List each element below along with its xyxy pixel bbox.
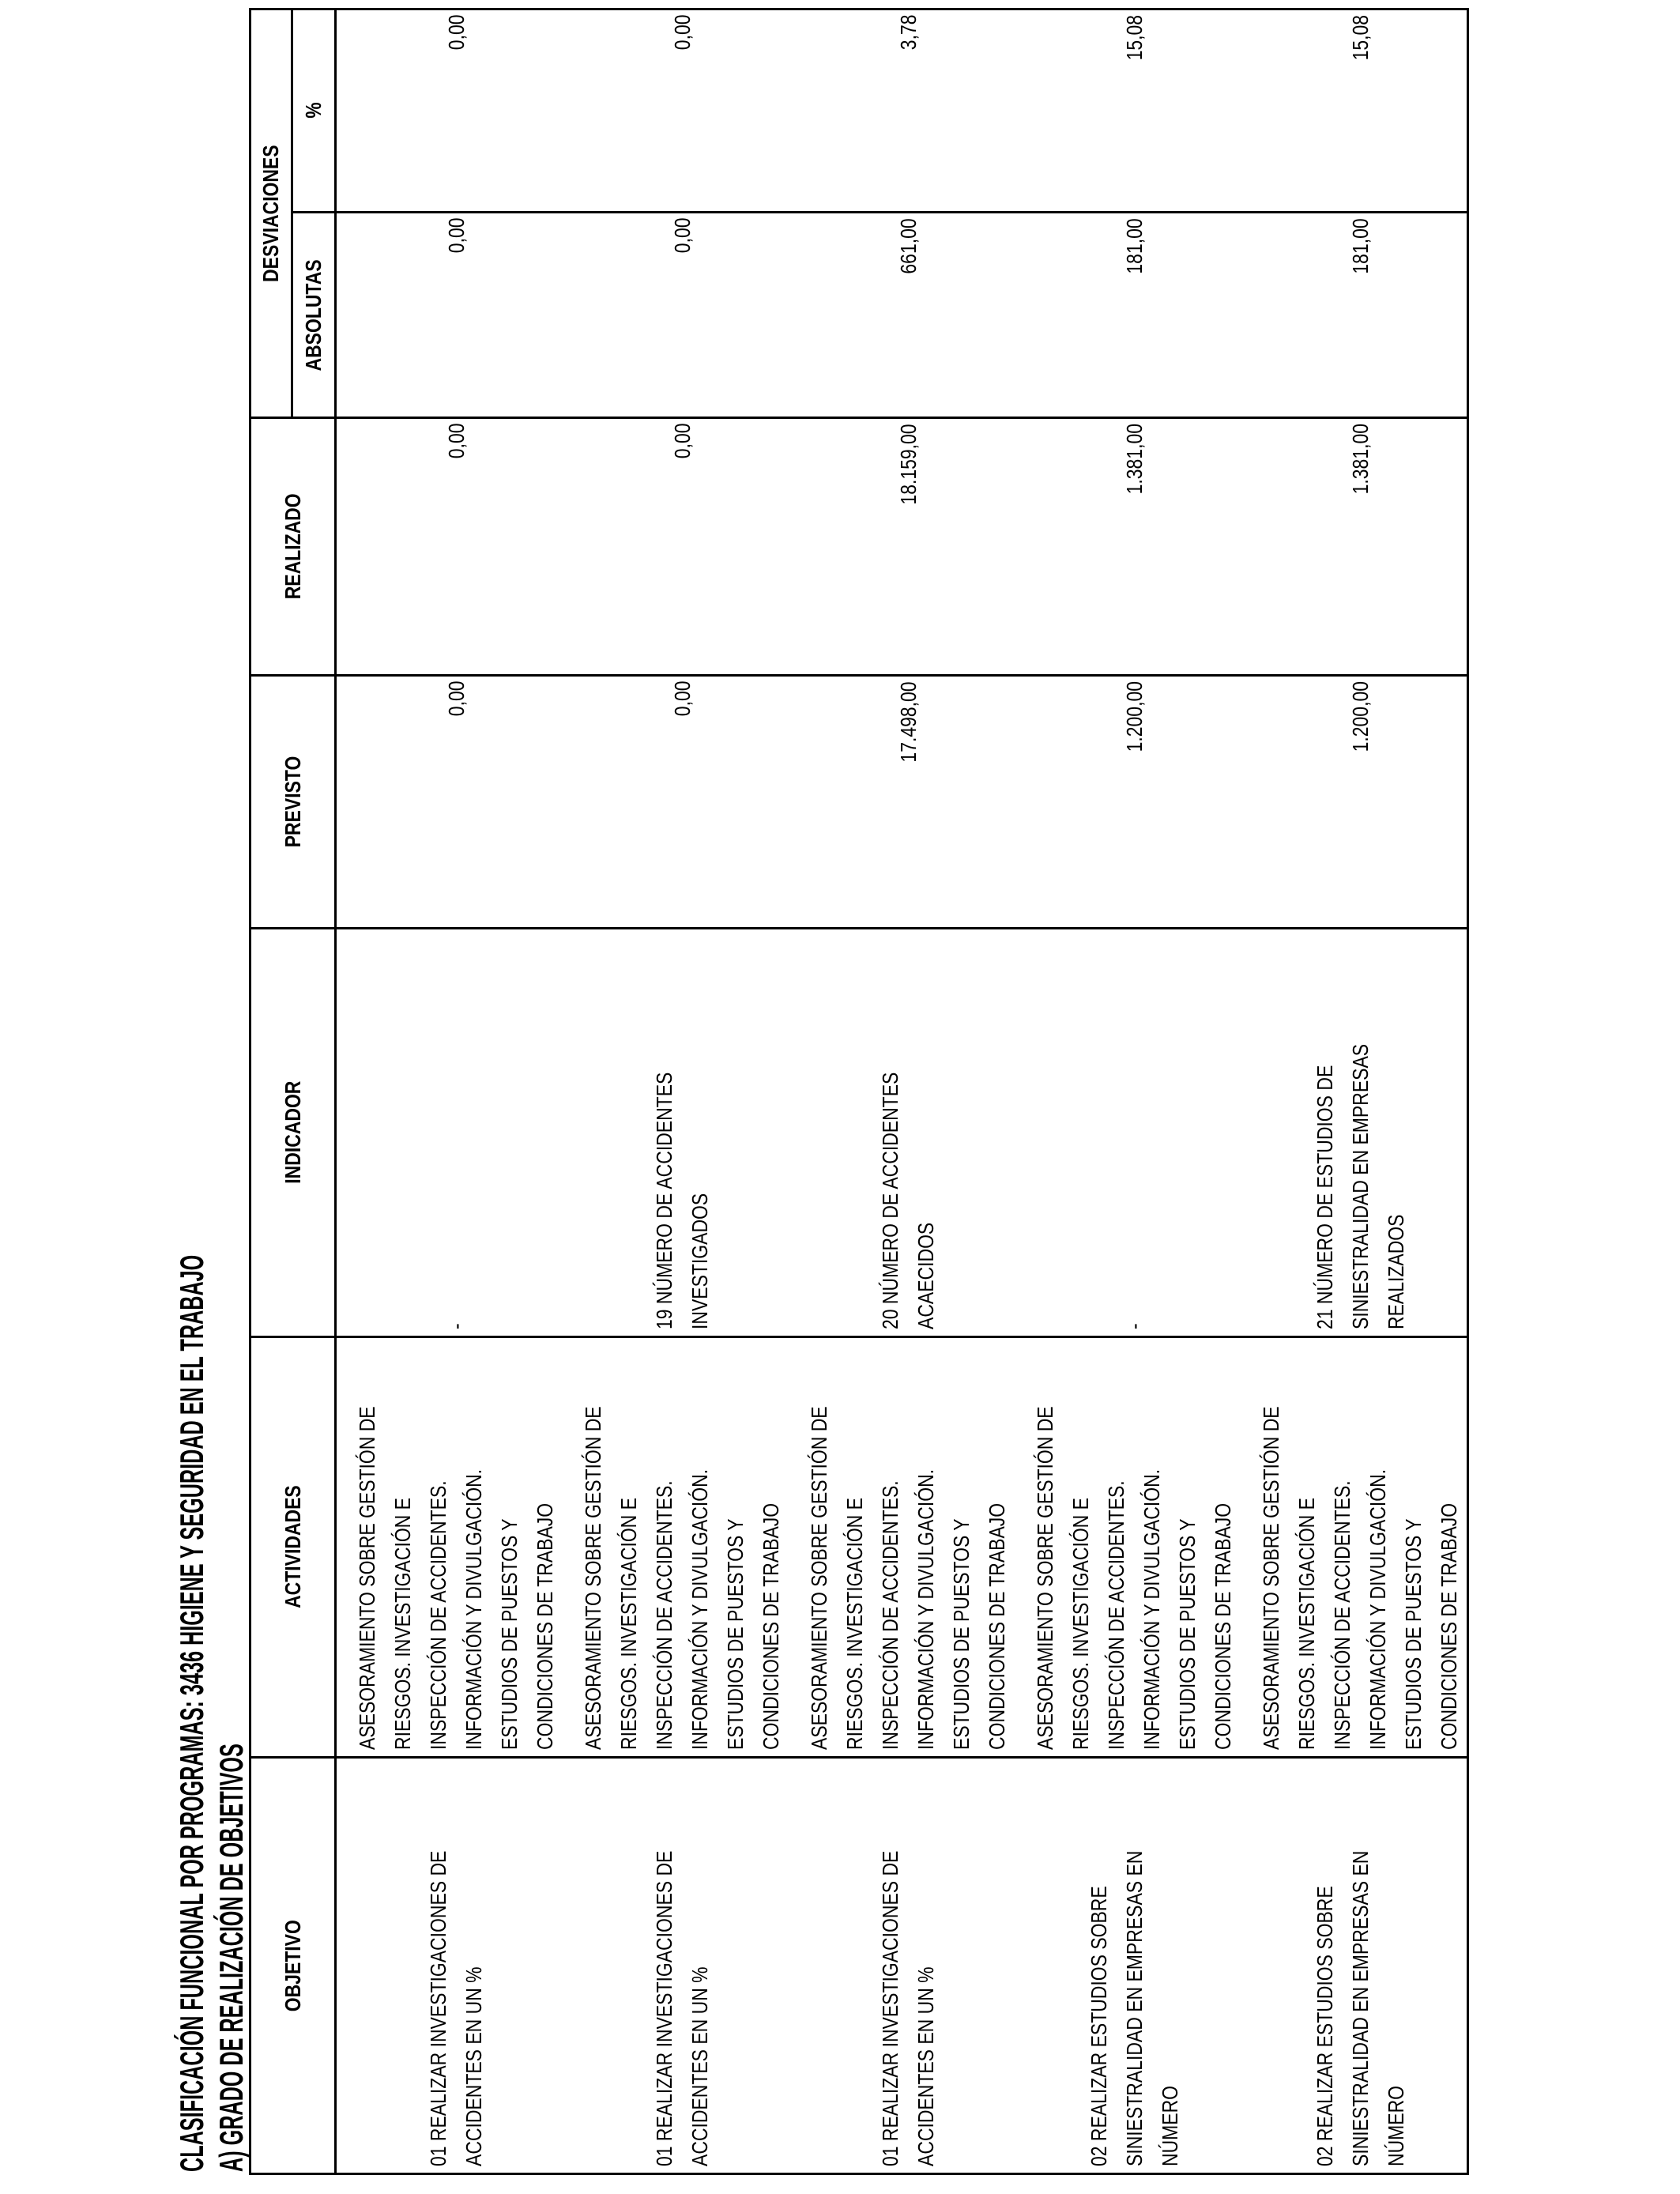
col-header-absolutas: ABSOLUTAS [292, 213, 336, 418]
cell-actividades: ASESORAMIENTO SOBRE GESTIÓN DE RIESGOS. INVESTIGACIÓN E INSPECCIÓN DE ACCIDENTES. INFORMACIÓN Y DIVULGACIÓN. ESTUDIOS DE PUESTOS Y CONDICIONES DE TRABAJO [563, 1337, 789, 1758]
table-row [1241, 9, 1468, 2173]
cell-objetivo: 02 REALIZAR ESTUDIOS SOBRE SINIESTRALIDAD EN EMPRESAS EN NÚMERO [1241, 1758, 1468, 2174]
col-header-actividades: ACTIVIDADES [250, 1337, 336, 1758]
cell-desviaciones-porcentaje: 15,08 [1241, 9, 1468, 212]
col-header-objetivo: OBJETIVO [250, 1758, 336, 2174]
page-title-text: CLASIFICACIÓN FUNCIONAL POR PROGRAMAS: 3436 HIGIENE Y SEGURIDAD EN EL TRABAJO [173, 1254, 210, 2172]
cell-desviaciones-porcentaje: 3,78 [789, 9, 1015, 212]
cell-indicador: - [1015, 929, 1241, 1337]
cell-desviaciones-absolutas: 0,00 [336, 213, 563, 418]
col-header-porcentaje: % [292, 9, 336, 212]
cell-indicador: 20 NÚMERO DE ACCIDENTES ACAECIDOS [789, 929, 1015, 1337]
cell-realizado: 1.381,00 [1015, 418, 1241, 676]
cell-realizado: 0,00 [563, 418, 789, 676]
cell-previsto: 17.498,00 [789, 676, 1015, 929]
cell-desviaciones-absolutas: 181,00 [1015, 213, 1241, 418]
table-row [336, 9, 563, 2173]
cell-realizado: 1.381,00 [1241, 418, 1468, 676]
cell-desviaciones-absolutas: 0,00 [563, 213, 789, 418]
page-subtitle [215, 1458, 248, 2172]
col-header-realizado: REALIZADO [250, 418, 336, 676]
cell-objetivo: 01 REALIZAR INVESTIGACIONES DE ACCIDENTES EN UN % [563, 1758, 789, 2174]
cell-realizado: 18.159,00 [789, 418, 1015, 676]
cell-desviaciones-porcentaje: 0,00 [336, 9, 563, 212]
cell-indicador: - [336, 929, 563, 1337]
cell-indicador: 21 NÚMERO DE ESTUDIOS DE SINIESTRALIDAD EN EMPRESAS REALIZADOS [1241, 929, 1468, 1337]
cell-objetivo: 01 REALIZAR INVESTIGACIONES DE ACCIDENTES EN UN % [789, 1758, 1015, 2174]
cell-actividades: ASESORAMIENTO SOBRE GESTIÓN DE RIESGOS. INVESTIGACIÓN E INSPECCIÓN DE ACCIDENTES. INFORMACIÓN Y DIVULGACIÓN. ESTUDIOS DE PUESTOS Y CONDICIONES DE TRABAJO [789, 1337, 1015, 1758]
cell-indicador: 19 NÚMERO DE ACCIDENTES INVESTIGADOS [563, 929, 789, 1337]
cell-actividades: ASESORAMIENTO SOBRE GESTIÓN DE RIESGOS. INVESTIGACIÓN E INSPECCIÓN DE ACCIDENTES. INFORMACIÓN Y DIVULGACIÓN. ESTUDIOS DE PUESTOS Y CONDICIONES DE TRABAJO [1241, 1337, 1468, 1758]
cell-objetivo: 02 REALIZAR ESTUDIOS SOBRE SINIESTRALIDAD EN EMPRESAS EN NÚMERO [1015, 1758, 1241, 2174]
page-title [175, 643, 209, 2172]
table-row [563, 9, 789, 2173]
cell-realizado: 0,00 [336, 418, 563, 676]
cell-objetivo: 01 REALIZAR INVESTIGACIONES DE ACCIDENTES EN UN % [336, 1758, 563, 2174]
cell-desviaciones-absolutas: 661,00 [789, 213, 1015, 418]
col-header-desviaciones: DESVIACIONES [250, 9, 292, 417]
table-row [789, 9, 1015, 2173]
table-body [336, 9, 1468, 2173]
cell-actividades: ASESORAMIENTO SOBRE GESTIÓN DE RIESGOS. INVESTIGACIÓN E INSPECCIÓN DE ACCIDENTES. INFORMACIÓN Y DIVULGACIÓN. ESTUDIOS DE PUESTOS Y CONDICIONES DE TRABAJO [336, 1337, 563, 1758]
cell-actividades: ASESORAMIENTO SOBRE GESTIÓN DE RIESGOS. INVESTIGACIÓN E INSPECCIÓN DE ACCIDENTES. INFORMACIÓN Y DIVULGACIÓN. ESTUDIOS DE PUESTOS Y CONDICIONES DE TRABAJO [1015, 1337, 1241, 1758]
col-header-previsto: PREVISTO [250, 676, 336, 929]
page-subtitle-text: A) GRADO DE REALIZACIÓN DE OBJETIVOS [213, 1744, 250, 2172]
table-header [250, 9, 336, 2173]
col-header-indicador: INDICADOR [250, 929, 336, 1337]
table-row [1015, 9, 1241, 2173]
objectives-table [249, 8, 1469, 2175]
cell-previsto: 1.200,00 [1241, 676, 1468, 929]
cell-previsto: 0,00 [336, 676, 563, 929]
cell-desviaciones-absolutas: 181,00 [1241, 213, 1468, 418]
cell-previsto: 1.200,00 [1015, 676, 1241, 929]
cell-desviaciones-porcentaje: 0,00 [563, 9, 789, 212]
cell-desviaciones-porcentaje: 15,08 [1015, 9, 1241, 212]
cell-previsto: 0,00 [563, 676, 789, 929]
